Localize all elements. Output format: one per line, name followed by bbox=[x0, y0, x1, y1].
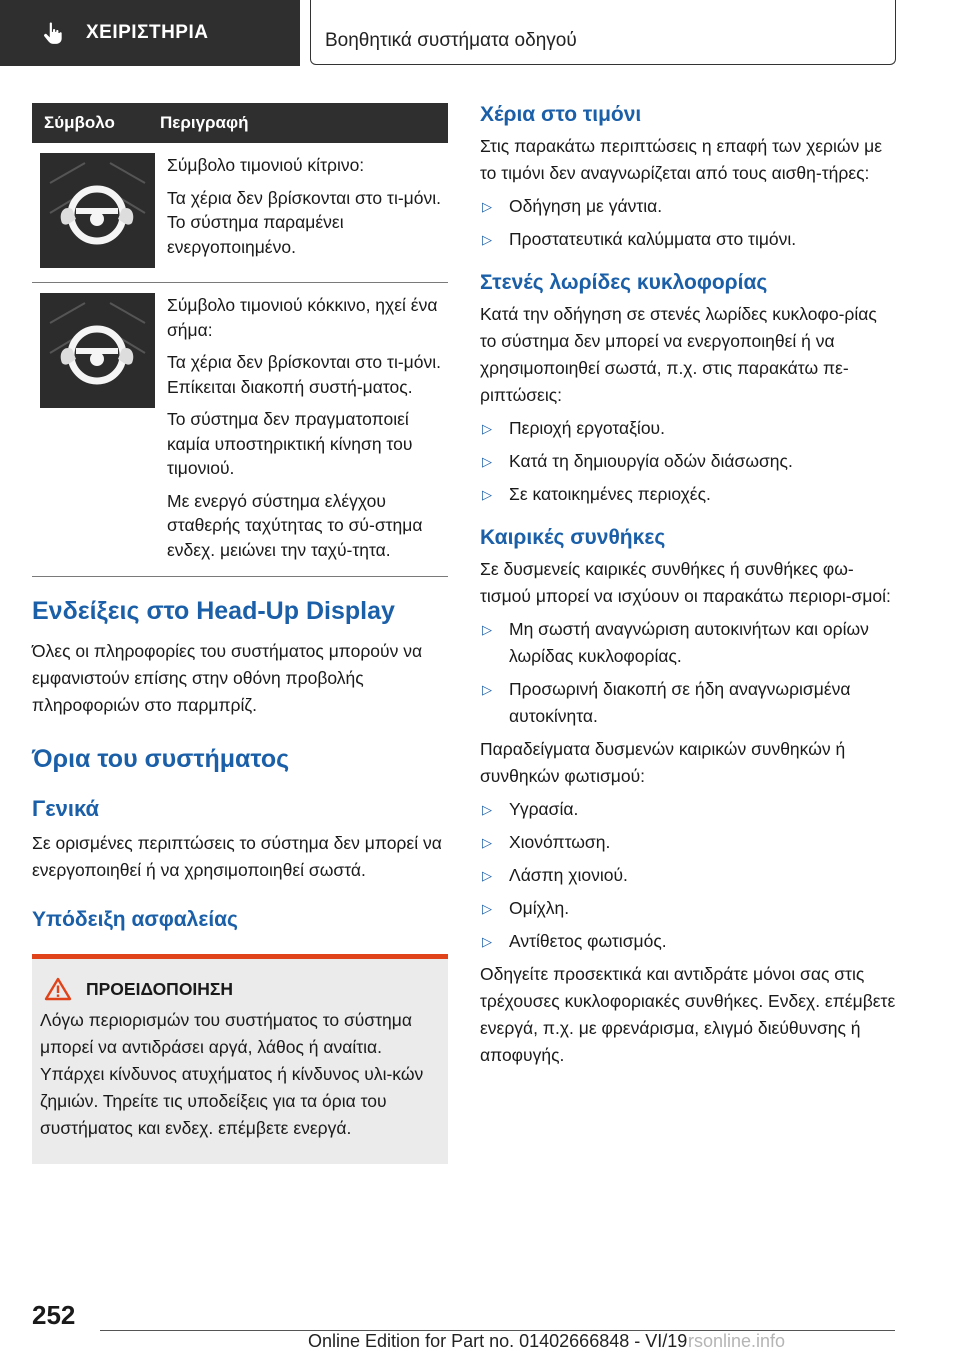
general-text: Σε ορισμένες περιπτώσεις το σύστημα δεν μπορεί να ενεργοποιηθεί ή να χρησιμοποιηθεί σωστά. bbox=[32, 833, 442, 880]
list-item: ▷ Αντίθετος φωτισμός. bbox=[482, 931, 667, 951]
chapter-title: Βοηθητικά συστήματα οδηγού bbox=[325, 30, 577, 51]
list-item: ▷ Μη σωστή αναγνώριση αυτοκινήτων και ορίων λωρίδας κυκλοφορίας. bbox=[482, 619, 869, 666]
warning-title: ΠΡΟΕΙΔΟΠΟΙΗΣΗ bbox=[86, 978, 234, 999]
list-item: ▷ Προστατευτικά καλύμματα στο τιμόνι. bbox=[482, 229, 797, 249]
left-column bbox=[32, 103, 448, 1164]
list-item: ▷ Οδήγηση με γάντια. bbox=[482, 196, 663, 216]
row-2-text-3: Το σύστημα δεν πραγματοποιεί καμία υποστηρικτική κίνηση του τιμονιού. bbox=[167, 409, 413, 478]
watermark: rsonline.info bbox=[688, 1331, 786, 1351]
weather-examples-text: Παραδείγματα δυσμενών καιρικών συνθηκών ή συνθηκών φωτισμού: bbox=[480, 739, 846, 786]
list-item: ▷ Χιονόπτωση. bbox=[482, 832, 611, 852]
hud-text: Όλες οι πληροφορίες του συστήματος μπορούν να εμφανιστούν επίσης στην οθόνη προβολής πληροφοριών στο παρμπρίζ. bbox=[32, 641, 423, 715]
chapter-tab bbox=[310, 0, 896, 65]
list-item: ▷ Προσωρινή διακοπή σε ήδη αναγνωρισμένα αυτοκίνητα. bbox=[482, 679, 851, 726]
col-description: Περιγραφή bbox=[160, 113, 249, 132]
limits-heading: Όρια του συστήματος bbox=[32, 745, 290, 773]
list-item: ▷ Ομίχλη. bbox=[482, 898, 570, 918]
list-item: ▷ Λάσπη χιονιού. bbox=[482, 865, 628, 885]
safety-heading: Υπόδειξη ασφαλείας bbox=[32, 908, 238, 931]
narrow-heading: Στενές λωρίδες κυκλοφορίας bbox=[480, 271, 768, 294]
list-item: ▷ Περιοχή εργοταξίου. bbox=[482, 418, 665, 438]
hud-heading: Ενδείξεις στο Head-Up Display bbox=[32, 597, 395, 625]
warning-text: Λόγω περιορισμών του συστήματος το σύστημα μπορεί να αντιδράσει αργά, λάθος ή αναίτια. Υπάρχει κίνδυνος ατυχήματος ή κίνδυνος υλι-κών ζημιών. Τηρείτε τις υποδείξεις για τα όρια του συστήματος και ενδεχ. επέμβετε ενεργά. bbox=[40, 1010, 424, 1138]
weather-heading: Καιρικές συνθήκες bbox=[480, 526, 666, 549]
footer-edition: Online Edition for Part no. 01402666848 - VI/19 bbox=[308, 1331, 688, 1351]
list-item: ▷ Κατά τη δημιουργία οδών διάσωσης. bbox=[482, 451, 793, 471]
row-1-text-1: Σύμβολο τιμονιού κίτρινο: bbox=[167, 155, 365, 175]
section-title: ΧΕΙΡΙΣΤΗΡΙΑ bbox=[86, 22, 209, 43]
steering-wheel-yellow-icon bbox=[40, 153, 155, 268]
hands-heading: Χέρια στο τιμόνι bbox=[480, 103, 642, 126]
row-1-text-2: Τα χέρια δεν βρίσκονται στο τι-μόνι. Το σύστημα παραμένει ενεργοποιημένο. bbox=[167, 187, 441, 257]
general-heading: Γενικά bbox=[32, 796, 100, 821]
page-number: 252 bbox=[32, 1300, 76, 1330]
weather-closing: Οδηγείτε προσεκτικά και αντιδράτε μόνοι σας στις τρέχουσες κυκλοφοριακές συνθήκες. Ενδεχ. επέμβετε ενεργά, π.χ. με φρενάρισμα, ελιγμό διεύθυνσης ή αποφυγής. bbox=[480, 964, 896, 1065]
warning-triangle-icon bbox=[44, 977, 72, 1001]
row-2-text-2: Τα χέρια δεν βρίσκονται στο τι-μόνι. Επίκειται διακοπή συστή-ματος. bbox=[167, 352, 441, 397]
right-column bbox=[480, 103, 896, 1069]
weather-text: Σε δυσμενείς καιρικές συνθήκες ή συνθήκες φω-τισμού μπορεί να ισχύουν οι παρακάτω περιορι-σμοί: bbox=[480, 559, 891, 606]
table-header bbox=[32, 103, 448, 143]
table-row bbox=[32, 283, 448, 577]
narrow-text: Κατά την οδήγηση σε στενές λωρίδες κυκλοφο-ρίας το σύστημα δεν μπορεί να ενεργοποιηθεί ή να χρησιμοποιηθεί σωστά, π.χ. στις παρακάτω πε-ριπτώσεις: bbox=[480, 304, 877, 405]
list-item: ▷ Υγρασία. bbox=[482, 799, 579, 819]
hands-text: Στις παρακάτω περιπτώσεις η επαφή των χεριών με το τιμόνι δεν αναγνωρίζεται από τους αισθη-τήρες: bbox=[480, 136, 883, 183]
col-symbol: Σύμβολο bbox=[44, 113, 115, 132]
warning-box bbox=[32, 954, 448, 1164]
row-2-text-4: Με ενεργό σύστημα ελέγχου σταθερής ταχύτητας το σύ-στημα ενδεχ. μειώνει την ταχύ-τητα. bbox=[167, 490, 423, 560]
table-row bbox=[32, 143, 448, 283]
steering-wheel-red-icon bbox=[40, 293, 155, 408]
row-2-text-1: Σύμβολο τιμονιού κόκκινο, ηχεί ένα σήμα: bbox=[167, 295, 438, 340]
list-item: ▷ Σε κατοικημένες περιοχές. bbox=[482, 484, 711, 504]
hand-pointer-icon bbox=[40, 20, 66, 46]
section-tab bbox=[0, 0, 300, 66]
